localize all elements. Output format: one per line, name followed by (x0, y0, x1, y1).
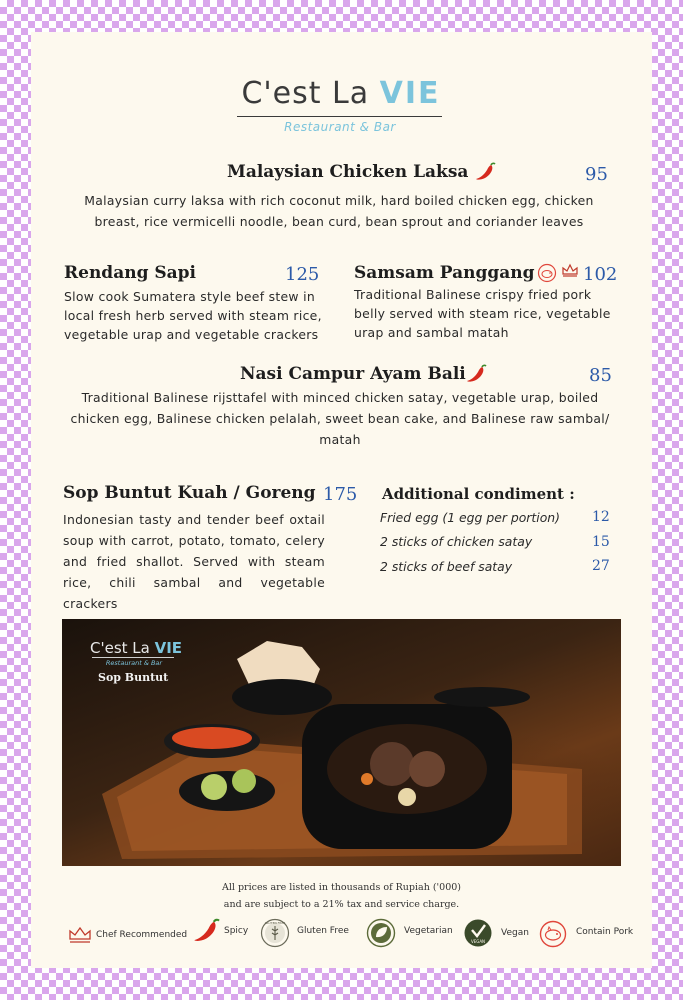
photo-logo-main: C'est La (90, 639, 155, 657)
logo-accent-text: VIE (379, 76, 441, 111)
gluten-free-icon (260, 918, 290, 948)
vegan-badge-text: VEGAN (470, 939, 486, 944)
photo-logo-accent: VIE (154, 639, 183, 657)
desc-laksa: Malaysian curry laksa with rich coconut milk, hard boiled chicken egg, chicken breast, rice vermicelli noodle, bean curd, bean sprout and coriander leaves (84, 193, 594, 229)
condiment-item-beef-satay: 2 sticks of beef satay (380, 559, 513, 574)
photo-logo-divider (92, 657, 174, 658)
dish-name-laksa: Malaysian Chicken Laksa (227, 162, 469, 182)
condiment-price-beef-satay: 27 (592, 558, 610, 574)
chef-hat-icon (560, 262, 580, 280)
price-sop: 175 (323, 484, 358, 505)
legend-pork-label: Contain Pork (576, 927, 634, 937)
desc-rendang: Slow cook Sumatera style beef stew in local fresh herb served with steam rice, vegetable urap and vegetable crackers (64, 289, 322, 342)
dish-name-samsam: Samsam Panggang (354, 263, 535, 283)
price-samsam: 102 (583, 264, 618, 285)
condiment-price-chicken-satay: 15 (592, 534, 610, 550)
pig-icon (539, 920, 567, 948)
footer-note (180, 879, 503, 913)
restaurant-logo (236, 76, 446, 111)
legend-spicy-label: Spicy (224, 926, 249, 936)
footer-line-2: and are subject to a 21% tax and service charge. (223, 899, 460, 910)
condiment-title: Additional condiment : (382, 485, 575, 503)
photo-caption: Sop Buntut (98, 671, 169, 684)
legend-gluten-label: Gluten Free (297, 926, 349, 936)
chili-pepper-icon (465, 364, 487, 384)
legend-chef-label: Chef Recommended (96, 930, 188, 940)
price-laksa: 95 (585, 164, 608, 185)
dish-photo (62, 619, 621, 866)
dish-name-rendang: Rendang Sapi (64, 263, 197, 283)
photo-logo-subtitle: Restaurant & Bar (105, 659, 163, 667)
legend-vegan-label: Vegan (501, 928, 529, 938)
price-rendang: 125 (285, 264, 320, 285)
condiment-item-egg: Fried egg (1 egg per portion) (380, 510, 560, 525)
chef-hat-icon (66, 925, 94, 945)
logo-subtitle: Restaurant & Bar (284, 120, 396, 134)
condiment-item-chicken-satay: 2 sticks of chicken satay (380, 534, 533, 549)
price-nasi: 85 (589, 365, 612, 386)
logo-divider (237, 116, 442, 117)
dish-name-nasi: Nasi Campur Ayam Bali (240, 364, 466, 384)
desc-nasi: Traditional Balinese rijsttafel with minced chicken satay, vegetable urap, boiled chicken egg, Balinese chicken pelalah, sweet bean cake, and Balinese raw sambal/ matah (70, 390, 610, 447)
gluten-badge-text: GLUTEN FREE (264, 921, 286, 925)
chili-pepper-icon (474, 162, 496, 182)
desc-sop: Indonesian tasty and tender beef oxtail soup with carrot, potato, tomato, celery and fried shallot. Served with steam rice, chili sambal and vegetable crackers (63, 512, 325, 611)
desc-samsam: Traditional Balinese crispy fried pork belly served with steam rice, vegetable urap and sambal matah (354, 287, 611, 340)
pig-icon (537, 263, 557, 283)
leaf-icon (366, 918, 396, 948)
footer-line-1: All prices are listed in thousands of Rupiah ('000) (222, 882, 461, 893)
vegan-icon (463, 918, 493, 948)
dish-name-sop: Sop Buntut Kuah / Goreng (63, 483, 316, 503)
chili-pepper-icon (191, 918, 221, 944)
legend-vegetarian-label: Vegetarian (404, 926, 453, 936)
condiment-price-egg: 12 (592, 509, 610, 525)
logo-main-text: C'est La (241, 76, 380, 111)
photo-logo (90, 639, 182, 657)
